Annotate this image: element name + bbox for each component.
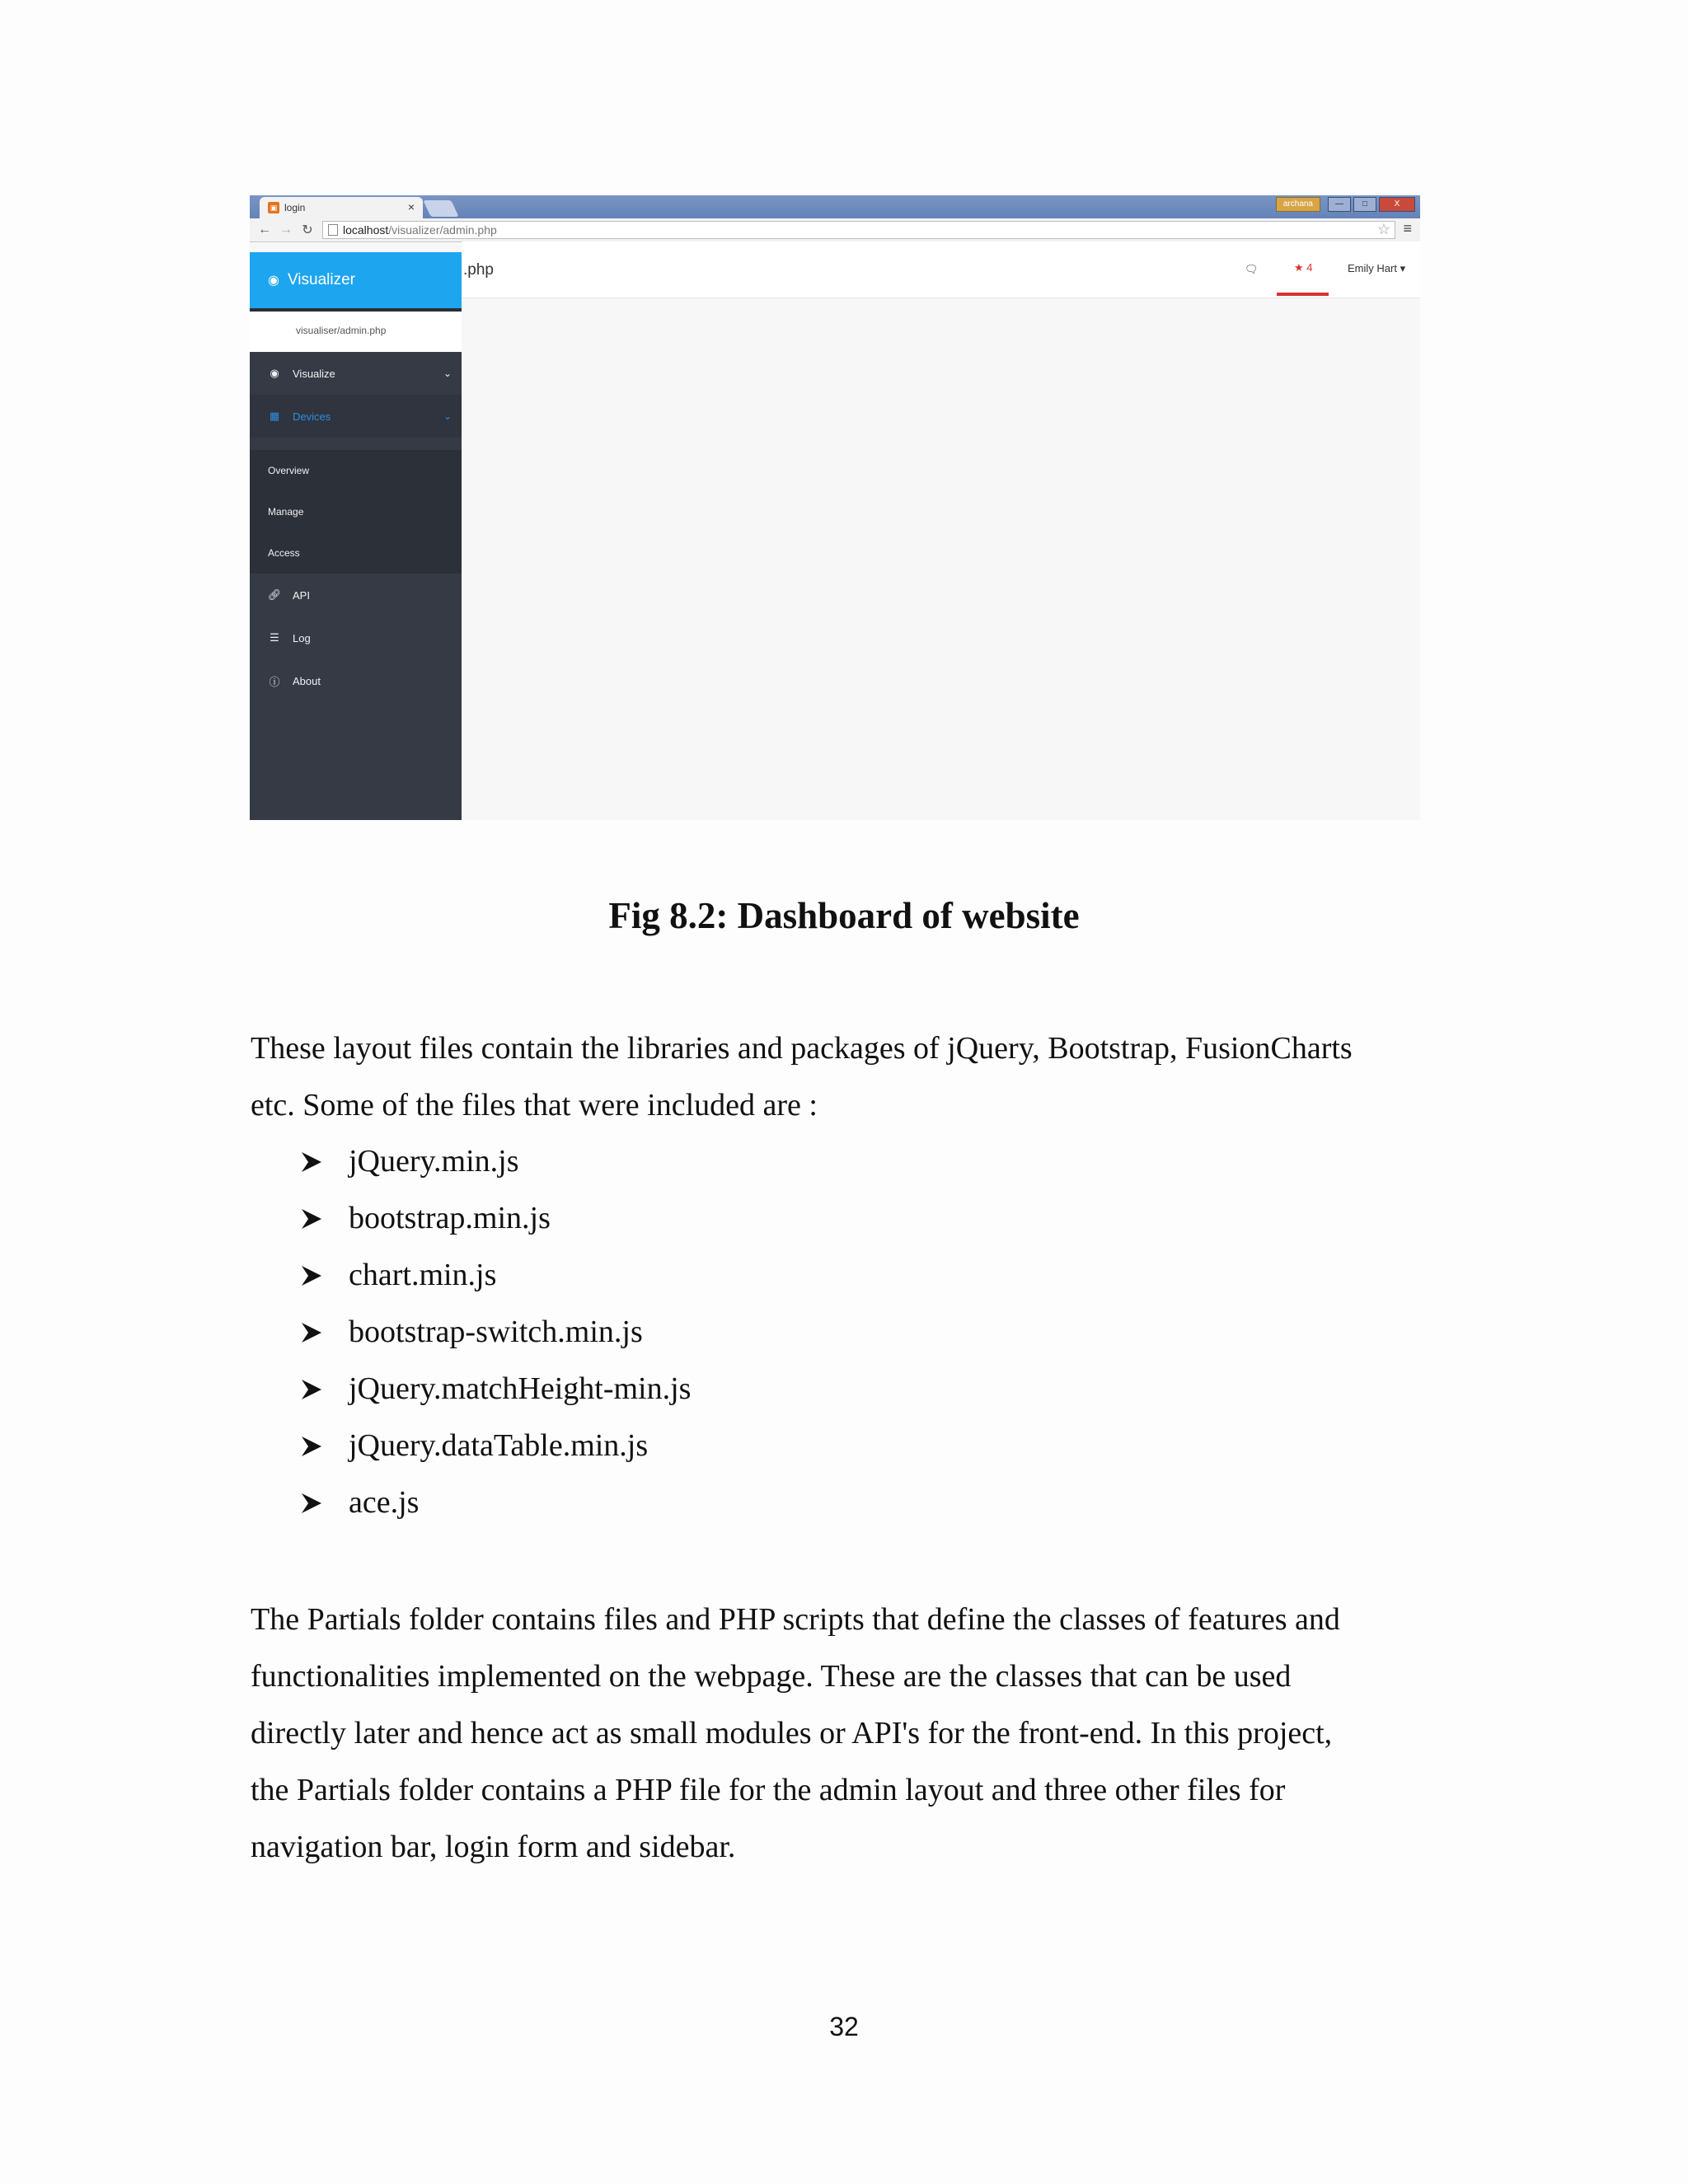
text-line: functionalities implemented on the webpage. These are the classes that can be used <box>251 1659 1292 1694</box>
dashboard-screenshot <box>250 195 1420 820</box>
arrow-bullet-icon <box>301 1435 349 1458</box>
favicon-icon: ▣ <box>268 202 279 213</box>
sidebar <box>250 252 462 820</box>
text-line: etc. Some of the files that were included are : <box>251 1088 818 1122</box>
sidebar-item-visualize[interactable] <box>250 352 462 395</box>
browser-tab[interactable] <box>260 197 423 218</box>
list-item <box>301 1133 691 1190</box>
arrow-bullet-icon <box>301 1378 349 1401</box>
star-icon: ★ <box>1294 261 1304 274</box>
arrow-bullet-icon <box>301 1151 349 1174</box>
new-tab-button[interactable] <box>423 200 458 217</box>
list-item <box>301 1474 691 1531</box>
brand[interactable] <box>250 252 462 308</box>
sidebar-item-label: Log <box>293 631 311 644</box>
eye-icon: ◉ <box>270 367 279 379</box>
paragraph-intro <box>251 1020 1429 1134</box>
sidebar-item-label: About <box>293 674 321 687</box>
list-item <box>301 1304 691 1361</box>
text-line: the Partials folder contains a PHP file for the admin layout and three other files for <box>251 1773 1286 1807</box>
list-item <box>301 1190 691 1247</box>
tab-close-icon[interactable]: × <box>407 200 415 213</box>
chevron-down-icon: ⌄ <box>443 368 452 379</box>
grid-icon: ▦ <box>269 410 280 422</box>
file-name: jQuery.dataTable.min.js <box>349 1428 649 1463</box>
sidebar-item-about[interactable] <box>250 659 462 702</box>
sidebar-item-api[interactable] <box>250 574 462 616</box>
browser-tabstrip <box>250 195 1420 218</box>
breadcrumb: visualiser/admin.php <box>250 308 462 352</box>
list-item <box>301 1418 691 1474</box>
notification-count: 4 <box>1306 261 1313 274</box>
back-icon[interactable]: ← <box>258 223 271 237</box>
forward-icon[interactable]: → <box>279 223 293 237</box>
list-item <box>301 1247 691 1304</box>
submenu-item-access[interactable]: Access <box>268 547 300 559</box>
sidebar-item-label: API <box>293 588 310 602</box>
eye-icon: ◉ <box>268 274 279 288</box>
figure-caption: Fig 8.2: Dashboard of website <box>608 895 1080 936</box>
file-name: bootstrap.min.js <box>349 1201 551 1235</box>
sidebar-item-label: Visualize <box>293 367 335 380</box>
user-menu[interactable] <box>1348 262 1405 275</box>
url-path: /visualizer/admin.php <box>388 223 497 237</box>
arrow-bullet-icon <box>301 1207 349 1230</box>
file-name: chart.min.js <box>349 1258 497 1292</box>
chat-icon[interactable]: 🗨︎ <box>1245 263 1259 275</box>
brand-label: Visualizer <box>287 271 355 288</box>
caret-down-icon: ▾ <box>1400 262 1406 274</box>
page-icon <box>328 224 338 236</box>
user-name: Emily Hart <box>1348 262 1397 274</box>
file-name: bootstrap-switch.min.js <box>349 1315 643 1349</box>
list-item <box>301 1361 691 1418</box>
submenu-item-manage[interactable]: Manage <box>268 506 304 518</box>
submenu-item-overview[interactable]: Overview <box>268 465 310 476</box>
tab-title: login <box>284 202 306 213</box>
text-line: These layout files contain the libraries and packages of jQuery, Bootstrap, FusionCharts <box>251 1031 1353 1066</box>
list-icon: ☰ <box>270 631 279 644</box>
page-number: 32 <box>829 2012 859 2041</box>
arrow-bullet-icon <box>301 1492 349 1515</box>
arrow-bullet-icon <box>301 1321 349 1344</box>
text-line: navigation bar, login form and sidebar. <box>251 1830 736 1864</box>
paragraph-partials <box>251 1591 1429 1876</box>
page-title: .php <box>463 261 494 279</box>
notifications-button[interactable] <box>1294 261 1313 274</box>
maximize-button[interactable]: □ <box>1353 197 1376 212</box>
devices-submenu <box>250 450 462 574</box>
window-user-badge: archana <box>1276 197 1320 212</box>
minimize-button[interactable]: — <box>1328 197 1351 212</box>
main-content <box>462 298 1420 820</box>
url-host: localhost <box>343 223 389 237</box>
chevron-down-icon: ⌄ <box>443 410 452 422</box>
file-name: ace.js <box>349 1485 420 1520</box>
url-input[interactable] <box>322 221 1395 239</box>
bookmark-star-icon[interactable]: ☆ <box>1376 221 1390 237</box>
reload-icon[interactable]: ↻ <box>302 223 313 237</box>
text-line: directly later and hence act as small modules or API's for the front-end. In this project, <box>251 1716 1333 1750</box>
file-name: jQuery.matchHeight-min.js <box>349 1371 692 1406</box>
sidebar-item-label: Devices <box>293 410 331 423</box>
address-bar <box>250 218 1420 242</box>
file-list <box>301 1133 691 1531</box>
sidebar-item-devices[interactable] <box>250 395 462 438</box>
text-line: The Partials folder contains files and PHP scripts that define the classes of features and <box>251 1602 1340 1637</box>
link-icon: 🔗︎ <box>267 588 282 601</box>
active-indicator <box>1277 293 1329 296</box>
arrow-bullet-icon <box>301 1264 349 1287</box>
top-navbar <box>462 241 1420 298</box>
sidebar-item-log[interactable] <box>250 616 462 659</box>
browser-menu-icon[interactable]: ≡ <box>1403 220 1412 237</box>
close-window-button[interactable]: X <box>1379 197 1415 212</box>
file-name: jQuery.min.js <box>349 1144 519 1179</box>
info-icon: ⓘ <box>269 675 280 688</box>
window-controls <box>1276 197 1415 212</box>
